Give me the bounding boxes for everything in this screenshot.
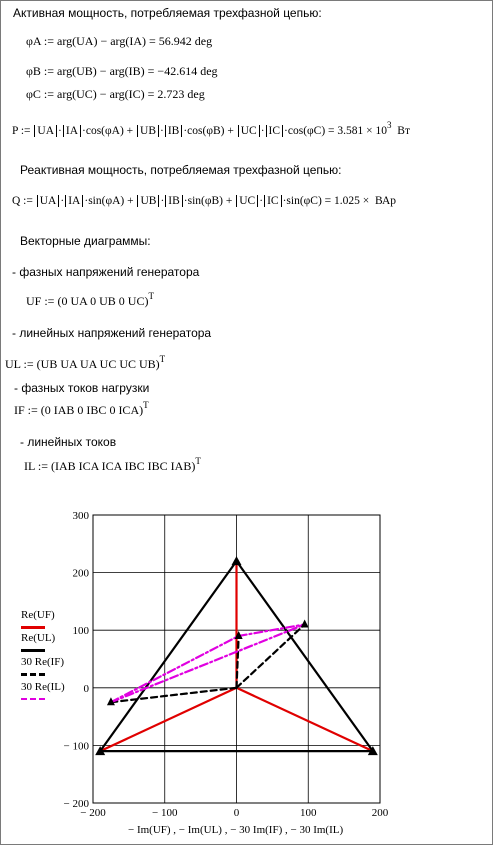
y-tick-label: − 200 — [63, 798, 89, 810]
y-tick-label: − 100 — [63, 740, 89, 753]
legend-swatch-30-re-if — [21, 673, 45, 676]
uf-definition: UF := (0 UA 0 UB 0 UC)$^T$ — [26, 291, 154, 308]
reactive-power-formula: Q := UA · IA ·sin(φA) + UB · IB ·sin(φB) + UC · IC ·sin(φC) = 1.025 × ВАр — [12, 195, 397, 207]
legend-label-re-uf: Re(UF) — [21, 609, 55, 621]
ul-definition: UL := (UB UA UA UC UC UB)$^T$ — [5, 354, 166, 371]
label-line-voltages: - линейных напряжений генератора — [12, 326, 212, 340]
x-tick-label: 100 — [300, 807, 317, 819]
x-axis-label: − Im(UF) , − Im(UL) , − 30 Im(IF) , − 30 Im(IL) — [128, 824, 344, 836]
phi-a-expression: φA := arg(UA) − arg(IA) = 56.942 deg — [26, 34, 213, 48]
heading-active-power: Активная мощность, потребляемая трехфазной цепью: — [13, 6, 322, 20]
y-tick-label: 200 — [72, 567, 89, 580]
x-tick-label: 200 — [371, 807, 389, 819]
label-phase-voltages: - фазных напряжений генератора — [12, 265, 200, 279]
if-definition: IF := (0 IAB 0 IBC 0 ICA)$^T$ — [14, 400, 149, 417]
legend-swatch-re-ul — [21, 649, 45, 652]
phi-c-expression: φC := arg(UC) − arg(IC) = 2.723 deg — [26, 87, 205, 101]
legend-swatch-30-re-il — [21, 698, 45, 700]
active-power-formula: P := UA · IA ·cos(φA) + UB · IB ·cos(φB) + UC · IC $\cdot\cos(\varphi C) = 3.581 \times 10^3$ Вт — [12, 120, 410, 137]
legend-label-30-re-if: 30 Re(IF) — [21, 656, 65, 668]
heading-reactive-power: Реактивная мощность, потребляемая трехфазной цепью: — [20, 163, 342, 177]
x-tick-label: − 200 — [80, 807, 106, 819]
legend-swatch-re-uf — [21, 626, 45, 629]
y-tick-label: 100 — [72, 625, 89, 638]
y-tick-label: 300 — [72, 510, 89, 522]
phi-b-expression: φB := arg(UB) − arg(IB) = −42.614 deg — [26, 64, 218, 78]
heading-vector-diagrams: Векторные диаграммы: — [20, 234, 151, 248]
x-tick-label: − 100 — [152, 807, 178, 819]
label-phase-currents: - фазных токов нагрузки — [14, 381, 150, 395]
label-line-currents: - линейных токов — [20, 435, 117, 449]
legend-label-30-re-il: 30 Re(IL) — [21, 681, 65, 693]
y-tick-label: 0 — [83, 682, 89, 695]
x-tick-label: 0 — [233, 807, 240, 819]
legend-label-re-ul: Re(UL) — [21, 632, 56, 644]
il-definition: IL := (IAB ICA ICA IBC IBC IAB)$^T$ — [24, 456, 201, 473]
